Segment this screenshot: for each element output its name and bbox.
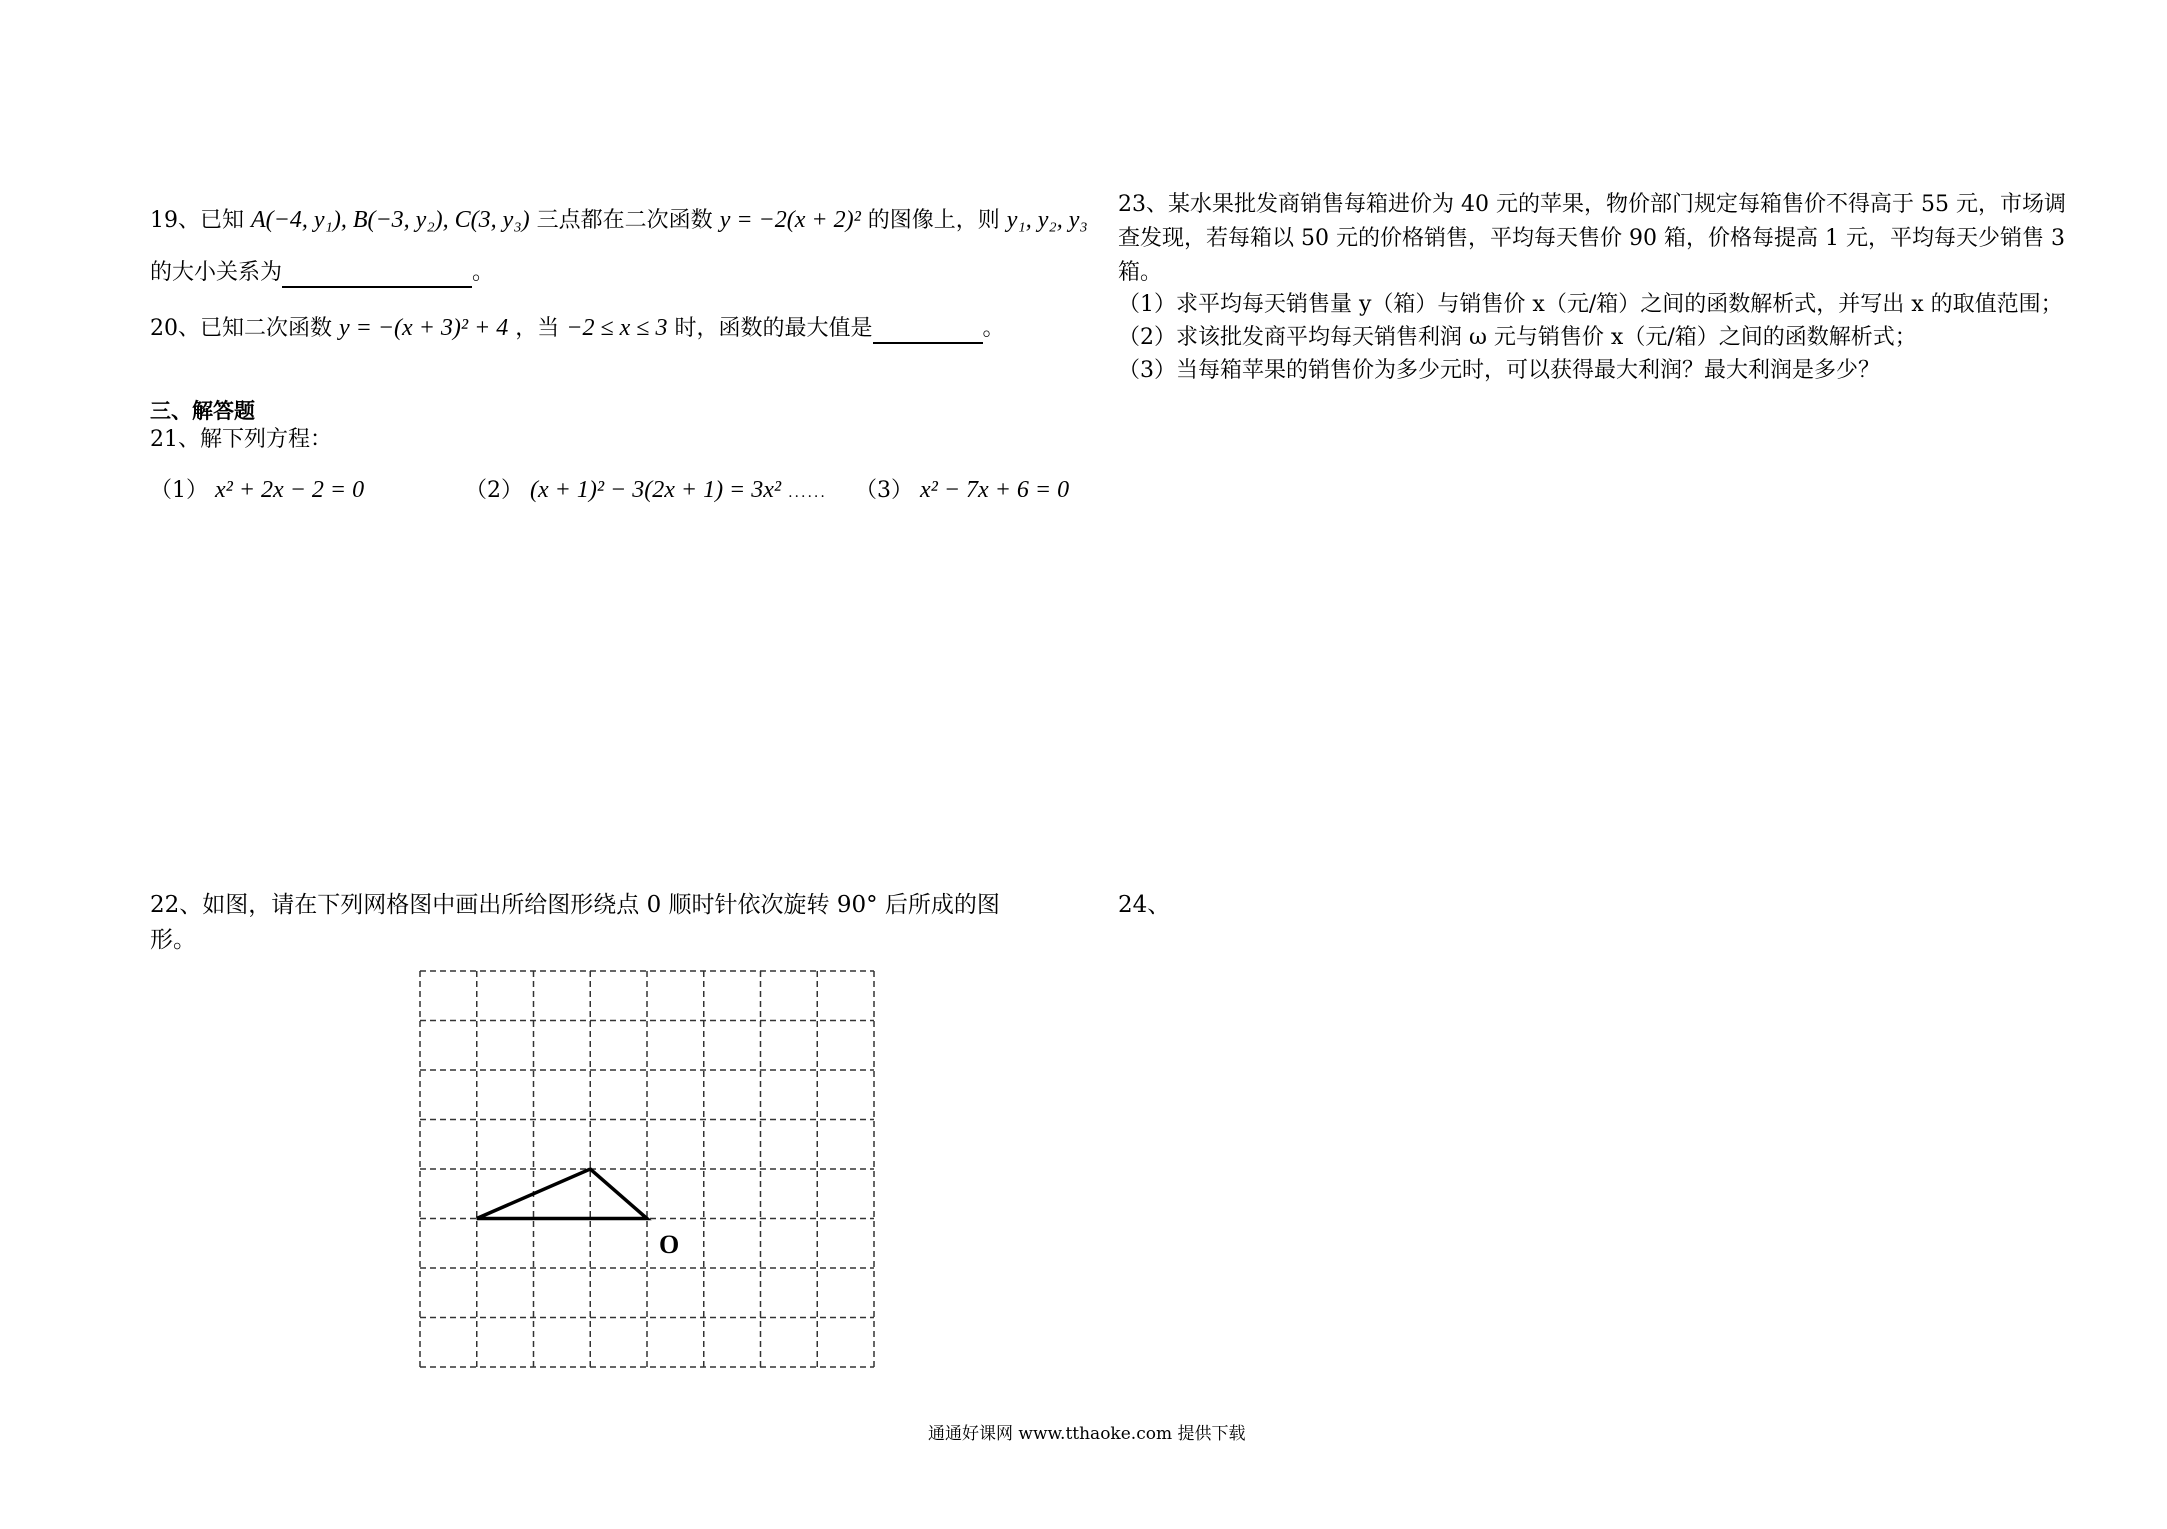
- question-19-line2: 的大小关系为 。: [150, 258, 494, 288]
- q20-range: −2 ≤ x ≤ 3: [566, 315, 668, 341]
- q19-points: A(−4, y₁), B(−3, y₂), C(3, y₃): [251, 207, 530, 233]
- grid-lines: [420, 971, 874, 1367]
- question-23-sub1: （1）求平均每天销售量 y（箱）与销售价 x（元/箱）之间的函数解析式，并写出 x 的取值范围；: [1118, 292, 2063, 317]
- q19-vars: y₁, y₂, y₃: [1006, 207, 1088, 233]
- footer-credit: 通通好课网 www.tthaoke.com 提供下载: [928, 1424, 1246, 1444]
- q21-part2: （2） (x + 1)² − 3(2x + 1) = 3x² ......: [465, 477, 827, 503]
- question-23-line2: 查发现，若每箱以 50 元的价格销售，平均每天售价 90 箱，价格每提高 1 元，平均每天少销售 3: [1118, 226, 2065, 251]
- q19-function: y = −2(x + 2)²: [719, 207, 861, 233]
- question-24: 24、: [1118, 892, 1171, 918]
- question-23-sub3: （3）当每箱苹果的销售价为多少元时，可以获得最大利润？最大利润是多少？: [1118, 358, 1880, 383]
- question-22-line1: 22、如图，请在下列网格图中画出所给图形绕点 0 顺时针依次旋转 90° 后所成的图: [150, 892, 1000, 918]
- question-19-line1: 19、已知 A(−4, y₁), B(−3, y₂), C(3, y₃) 三点都在二次函数 y = −2(x + 2)² 的图像上，则 y₁, y₂, y₃: [150, 207, 1088, 233]
- question-22-line2: 形。: [150, 927, 196, 953]
- triangle-shape: [477, 1169, 647, 1219]
- q21-part3: （3） x² − 7x + 6 = 0: [855, 477, 1070, 503]
- question-23-line3: 箱。: [1118, 260, 1163, 285]
- answer-blank-20[interactable]: [873, 318, 983, 344]
- question-20: 20、已知二次函数 y = −(x + 3)² + 4 ，当 −2 ≤ x ≤ 3 时，函数的最大值是 。: [150, 313, 1005, 344]
- answer-blank-19[interactable]: [282, 262, 472, 288]
- question-23-line1: 23、某水果批发商销售每箱进价为 40 元的苹果，物价部门规定每箱售价不得高于 55 元，市场调: [1118, 192, 2066, 217]
- q20-function: y = −(x + 3)² + 4: [339, 315, 509, 341]
- point-o-label: O: [659, 1230, 680, 1259]
- question-23-sub2: （2）求该批发商平均每天销售利润 ω 元与销售价 x（元/箱）之间的函数解析式；: [1118, 325, 1917, 350]
- grid-figure: [410, 965, 890, 1375]
- question-21-title: 21、解下列方程：: [150, 427, 332, 452]
- section-heading: 三、解答题: [150, 399, 255, 423]
- q21-part1: （1） x² + 2x − 2 = 0: [150, 477, 365, 503]
